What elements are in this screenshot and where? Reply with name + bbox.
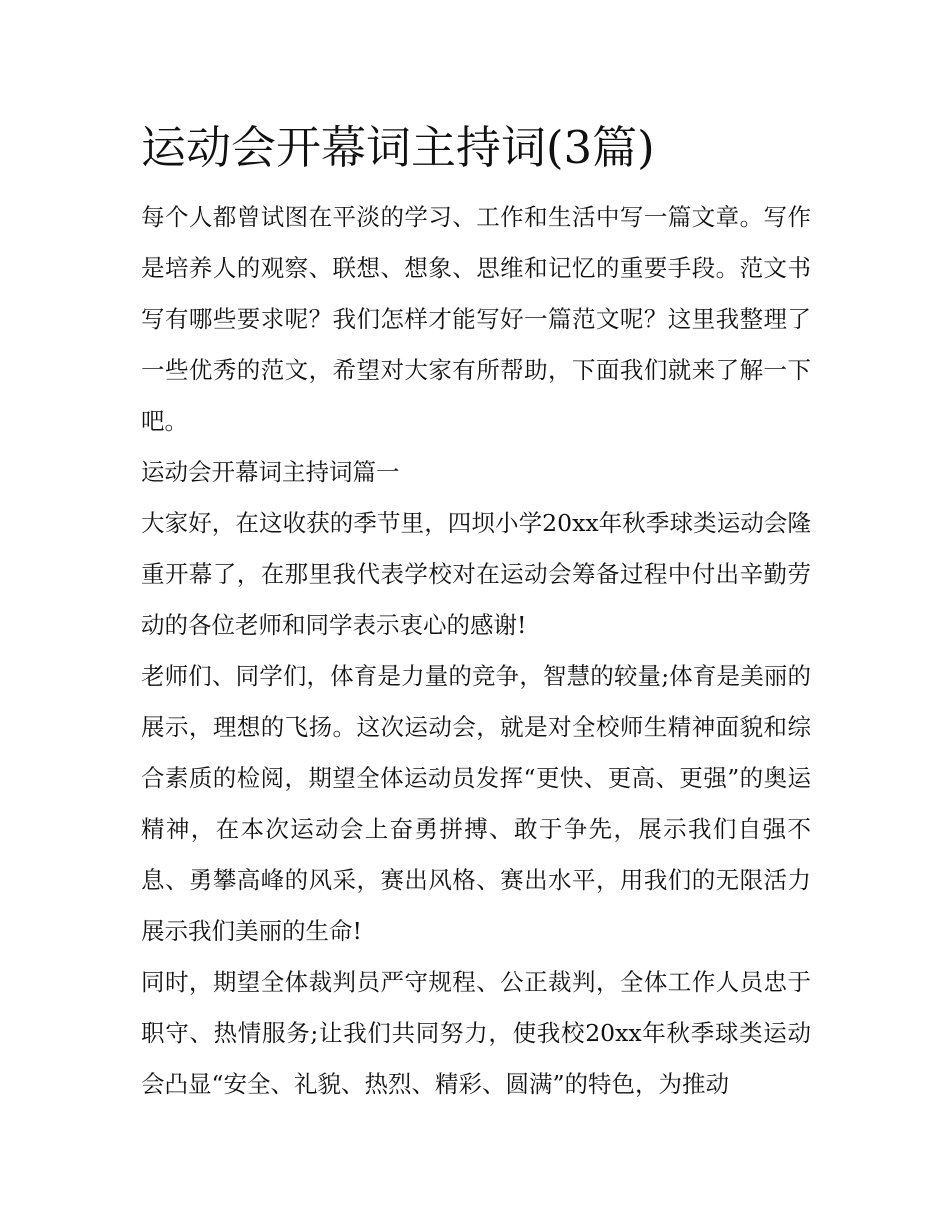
intro-paragraph: 每个人都曾试图在平淡的学习、工作和生活中写一篇文章。写作是培养人的观察、联想、想象、思维和记忆的重要手段。范文书写有哪些要求呢？我们怎样才能写好一篇范文呢？这里我整理了一些优秀的范文，希望对大家有所帮助，下面我们就来了解一下吧。 — [141, 203, 811, 435]
document-title: 运动会开幕词主持词(3篇) — [141, 121, 655, 174]
body-paragraph: 老师们、同学们，体育是力量的竞争，智慧的较量;体育是美丽的展示，理想的飞扬。这次运动会，就是对全校师生精神面貌和综合素质的检阅，期望全体运动员发挥“更快、更高、更强”的奥运精神，在本次运动会上奋勇拼搏、敢于争先，展示我们自强不息、勇攀高峰的风采，赛出风格、赛出水平，用我们的无限活力展示我们美丽的生命! — [141, 662, 811, 945]
body-paragraph: 大家好，在这收获的季节里，四坝小学20xx年秋季球类运动会隆重开幕了，在那里我代表学校对在运动会筹备过程中付出辛勤劳动的各位老师和同学表示衷心的感谢! — [141, 509, 811, 639]
section-heading: 运动会开幕词主持词篇一 — [141, 458, 400, 486]
body-paragraph: 同时，期望全体裁判员严守规程、公正裁判，全体工作人员忠于职守、热情服务;让我们共同努力，使我校20xx年秋季球类运动会凸显“安全、礼貌、热烈、精彩、圆满”的特色，为推动 — [141, 968, 811, 1098]
document-body — [141, 112, 811, 1110]
